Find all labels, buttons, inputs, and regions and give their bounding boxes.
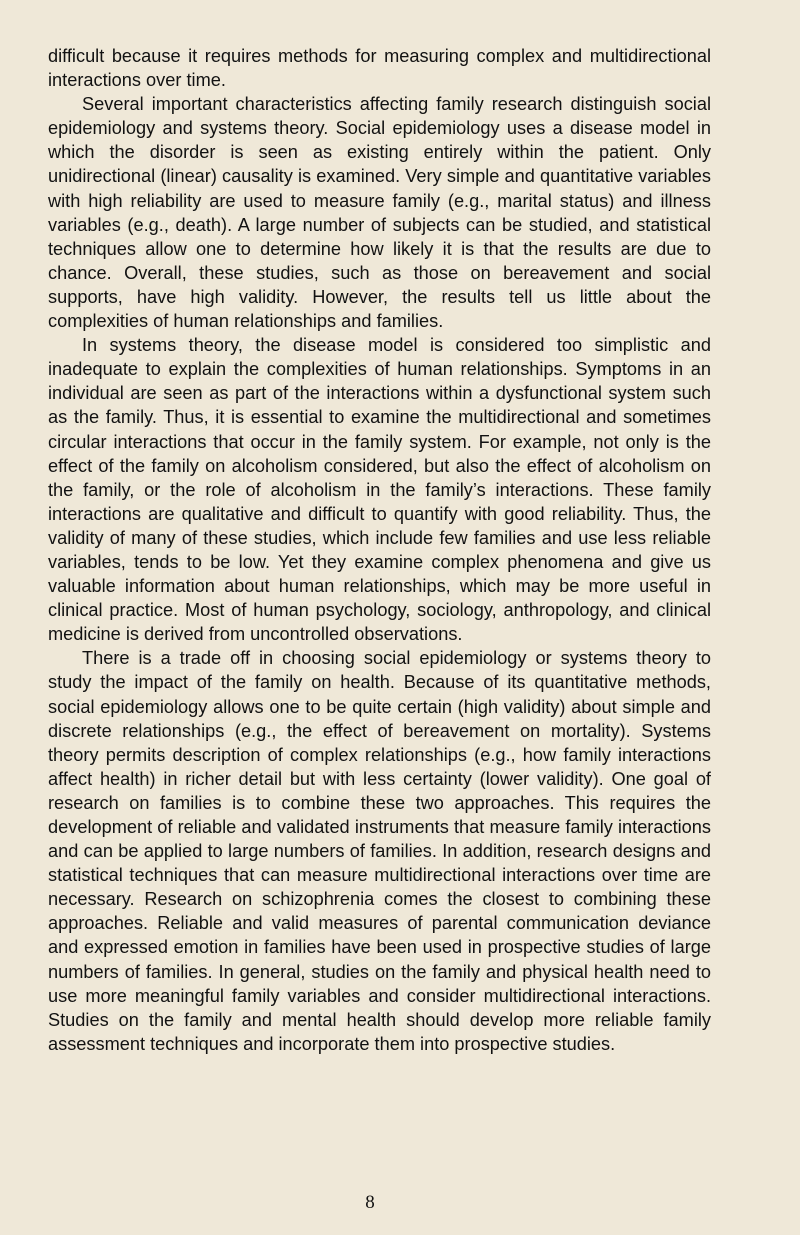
paragraph-continuation: difficult because it requires methods for measuring complex and multidirectional interactions over time.	[48, 46, 711, 91]
page-number: 8	[365, 1192, 375, 1213]
body-text	[48, 44, 711, 1056]
paragraph-systems-theory: In systems theory, the disease model is considered too simplistic and inadequate to explain the complexities of human relationships. Symptoms in an individual are seen as part of the interactions within a dysfunctional system such as the family. Thus, it is essential to examine the multidirectional and sometimes circular interactions that occur in the family system. For example, not only is the effect of the family on alcoholism considered, but also the effect of alcoholism on the family, or the role of alcoholism in the family’s interactions. These family interactions are qualitative and difficult to quantify with good reliability. Thus, the validity of many of these studies, which include few families and use less reliable variables, tends to be low. Yet they examine complex phenomena and give us valuable information about human relationships, which may be more useful in clinical practice. Most of human psychology, sociology, anthropology, and clinical medicine is derived from uncontrolled observations.	[48, 335, 711, 645]
paragraph-trade-off: There is a trade off in choosing social epidemiology or systems theory to study the impact of the family on health. Because of its quantitative methods, social epidemiology allows one to be quite certain (high validity) about simple and discrete relationships (e.g., the effect of bereavement on mortality). Systems theory permits description of complex relationships (e.g., how family interactions affect health) in richer detail but with less certainty (lower validity). One goal of research on families is to combine these two approaches. This requires the development of reliable and validated instruments that measure family interactions and can be applied to large numbers of families. In addition, research designs and statistical techniques that can measure multidirectional interactions over time are necessary. Research on schizophrenia comes the closest to combining these approaches. Reliable and valid measures of parental communication deviance and expressed emotion in families have been used in prospective studies of large numbers of families. In general, studies on the family and physical health need to use more meaningful family variables and consider multidirectional interactions. Studies on the family and mental health should develop more reliable family assessment techniques and incorporate them into prospective studies.	[48, 648, 711, 1054]
paragraph-characteristics: Several important characteristics affecting family research distinguish social epidemiology and systems theory. Social epidemiology uses a disease model in which the disorder is seen as existing entirely within the patient. Only unidirectional (linear) causality is examined. Very simple and quantitative variables with high reliability are used to measure family (e.g., marital status) and illness variables (e.g., death). A large number of subjects can be studied, and statistical techniques allow one to determine how likely it is that the results are due to chance. Overall, these studies, such as those on bereavement and social supports, have high validity. However, the results tell us little about the complexities of human relationships and families.	[48, 94, 711, 332]
